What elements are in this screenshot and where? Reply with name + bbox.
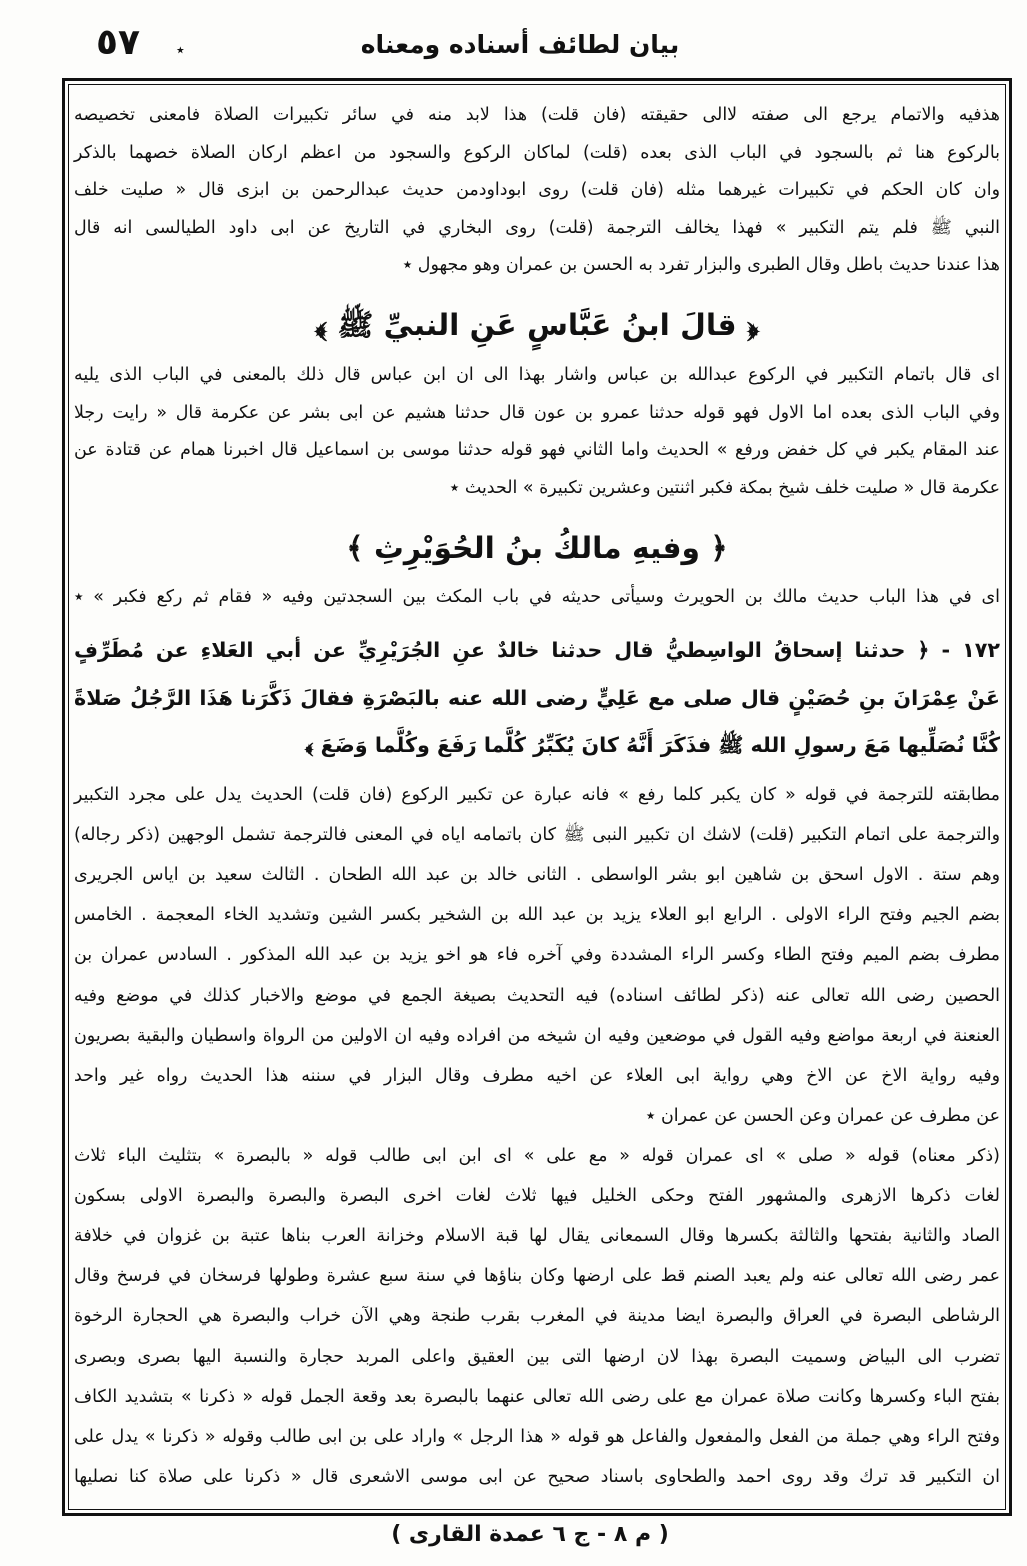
text-line: بفتح الباء وكسرها وكانت صلاة عمران مع على رضى الله تعالى عنهما بالبصرة بعد وقعة الجمل قوله « ذكرنا » بتشديد الكاف [74,1387,1000,1407]
text-line: وان كان الحكم في تكبيرات غيرهما مثله (فان قلت) روى ابوداودمن حديث عبدالرحمن بن ابزى قال « صليت خلف [74,180,1000,200]
text-line: هذا عندنا حديث باطل وقال الطبرى والبزار تفرد به الحسن بن عمران وهو مجهول ٭ [402,255,1000,275]
text-line: الرشاطى البصرة في العراق والبصرة ايضا مدينة في المغرب بقرب طنجة وهي الآن خراب والبصرة هي الحجارة الرخوة [74,1306,1000,1326]
text-line: وهم ستة . الاول اسحق بن شاهين ابو بشر الواسطى . الثانى خالد بن عبد الله الطحان . الثالث سعيد بن اياس الجريرى [74,865,1000,885]
text-line: النبي ﷺ فلم يتم التكبير » فهذا يخالف الترجمة (قلت) روى البخاري في التاريخ عن ابى داود الطيالسى انه قال [74,218,1000,238]
page-footer-signature: ( م ٨ - ج ٦ عمدة القارى ) [391,1522,669,1547]
text-line: عكرمة قال « صليت خلف شيخ بمكة فكبر اثنتين وعشرين تكبيرة » الحديث ٭ [449,478,1000,498]
text-line: (ذكر معناه) قوله « صلى » اى عمران قوله « مع على » اى ابن ابى طالب قوله « بالبصرة » بتثليث الباء ثلاث [74,1146,1000,1166]
text-line: عن مطرف عن عمران وعن الحسن عن عمران ٭ [645,1106,1000,1126]
text-line: الصاد والثانية بفتحها والثالثة بكسرها وقال السمعانى يقال لها قبة الاسلام وخزانة العرب بناها عتبة بن غزوان في خلافة [74,1226,1000,1246]
text-line: بضم الجيم وفتح الراء الاولى . الرابع ابو العلاء يزيد بن عبد الله بن الشخير بكسر الشين وتشديد الخاء المعجمة . الخامس [74,905,1000,925]
text-line: هذفيه والاتمام يرجع الى صفته لاالى حقيقته (فان قلت) هذا لابد منه في سائر تكبيرات الصلاة فامعنى تخصيصه [74,105,1000,125]
text-line: العنعنة في اربعة مواضع وفيه القول في موضعين وفيه ان شيخه من افراده وفيه ان الاولين من الرواة واسطيان والبقية بصريون [74,1026,1000,1046]
text-line: اى قال باتمام التكبير في الركوع عبدالله بن عباس واشار بهذا الى ان ابن عباس قال ذلك بالمعنى في الباب الذى يليه [74,365,1000,385]
text-line: والترجمة على اتمام التكبير (قلت) لاشك ان تكبير النبى ﷺ كان باتمامه اياه في المعنى فالترجمة تشمل الوجهين (ذكر رجاله) [74,825,1000,845]
hadith-line: عَنْ عِمْرَانَ بنِ حُصَيْنٍ قال صلى مع عَلِيٍّ رضى الله عنه بالبَصْرَةِ فقالَ ذَكَّرَنا هَذَا الرَّجُلُ صَلاةً [74,686,1000,710]
text-line: تضرب الى البياض وسميت البصرة بهذا لان ارضها التى بين العقيق واعلى المربد حجارة والنسبة اليها بصرى وبصرى [74,1347,1000,1367]
hadith-line: ١٧٢ - ﴿ حدثنا إسحاقُ الواسِطيُّ قال حدثنا خالدٌ عنِ الجُرَيْرِيِّ عن أبي العَلاءِ عن مُطَرِّفٍ [74,638,1000,662]
header-ornament: ٭ [176,40,185,59]
page-number: ٥٧ [96,22,140,63]
text-line: وفتح الراء وهي جملة من الفعل والمفعول والفاعل هو قوله « هذا الرجل » واراد على بن ابى طالب وقوله « ذكرنا » يدل على [74,1427,1000,1447]
text-line: مطابقته للترجمة في قوله « كان يكبر كلما رفع » فانه عبارة عن تكبير الركوع (فان قلت) الحديث يدل على مجرد التكبير [74,785,1000,805]
text-line: الحصين رضى الله تعالى عنه (ذكر لطائف اسناده) فيه التحديث بصيغة الجمع في موضع والاخبار كذلك في موضع وفيه [74,986,1000,1006]
text-line: عمر رضى الله تعالى عنه ولم يعبد الصنم قط على ارضها وكان بناؤها في سنة سبع عشرة وطولها فرسخان في فرسخ وقال [74,1266,1000,1286]
text-line: ان التكبير قد ترك وقد روى احمد والطحاوى باسناد صحيح عن ابى موسى الاشعرى قال « ذكرنا على صلاة كنا نصليها [74,1467,1000,1487]
text-line: لغات ذكرها الازهرى والمشهور الفتح وحكى الخليل فيها ثلاث لغات اخرى البصرة والبصرة والبصرة الاولى بسكون [74,1186,1000,1206]
section-heading: ﴿ وفيهِ مالكُ بنُ الحُوَيْرِثِ ﴾ [346,531,728,566]
text-line: وفي الباب الذى بعده اما الاول فهو قوله حدثنا عمرو بن عون قال حدثنا هشيم عن ابى بشر عن عكرمة قال « رايت رجلا [74,403,1000,423]
text-line: وفيه رواية الاخ عن الاخ وهي رواية ابى العلاء عن اخيه مطرف وقال البزار في سننه هذا الحديث رواه غير واحد [74,1066,1000,1086]
section-heading: ﴿ قالَ ابنُ عَبَّاسٍ عَنِ النبيِّ ﷺ ﴾ [314,308,760,343]
hadith-line: كُنَّا نُصَلِّيها مَعَ رسولِ الله ﷺ فذَكَرَ أَنَّهُ كانَ يُكَبِّرُ كُلَّما رَفَعَ وكُلَّما وَضَعَ ﴾ [304,733,1000,757]
text-line: بالركوع هنا ثم بالسجود في الباب الذى بعده (قلت) لماكان الركوع والسجود من اعظم اركان الصلاة خصهما بالذكر [74,143,1000,163]
text-line: عند المقام يكبر في كل خفض ورفع » الحديث واما الثاني فهو قوله حدثنا موسى بن اسماعيل قال اخبرنا همام عن قتادة عن [74,440,1000,460]
running-title: بيان لطائف أسناده ومعناه [360,30,680,59]
text-line: مطرف بضم الميم وفتح الطاء وكسر الراء المشددة وفي آخره فاء هو اخو يزيد بن عبد الله المذكور . السادس عمران بن [74,945,1000,965]
text-line: اى في هذا الباب حديث مالك بن الحويرث وسيأتى حديثه في باب المكث بين السجدتين وفيه « فقام ثم ركع فكبر » ٭ [74,587,1000,607]
